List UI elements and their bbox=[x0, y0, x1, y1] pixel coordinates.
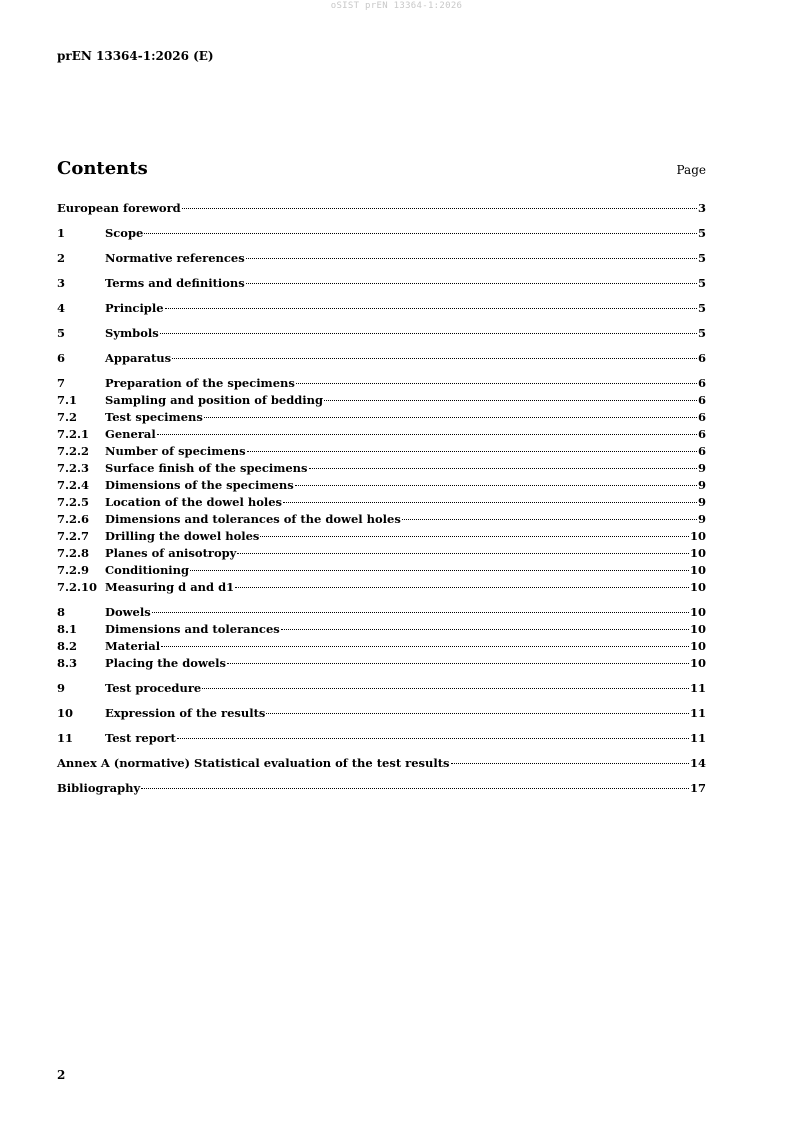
document-id: prEN 13364-1:2026 (E) bbox=[57, 49, 214, 63]
toc-entry-title: Dimensions and tolerances of the dowel holes bbox=[105, 512, 401, 526]
toc-entry[interactable] bbox=[57, 300, 706, 317]
toc-entry-number: 1 bbox=[57, 226, 66, 240]
toc-entry-number: 5 bbox=[57, 326, 66, 340]
toc-entry[interactable] bbox=[57, 275, 706, 292]
toc-entry-title: Dimensions of the specimens bbox=[105, 478, 294, 492]
toc-entry[interactable] bbox=[57, 545, 706, 562]
toc-leader-dots bbox=[295, 484, 697, 486]
toc-leader-dots bbox=[246, 282, 697, 284]
toc-entry-number: 2 bbox=[57, 251, 66, 265]
toc-entry[interactable] bbox=[57, 200, 706, 217]
toc-leader-dots bbox=[235, 586, 689, 588]
toc-entry-page: 9 bbox=[697, 461, 706, 475]
toc-entry-title: Test specimens bbox=[105, 410, 203, 424]
toc-entry-title: Test report bbox=[105, 731, 176, 745]
toc-leader-dots bbox=[182, 207, 697, 209]
toc-leader-dots bbox=[309, 467, 697, 469]
toc-entry-page: 5 bbox=[697, 326, 706, 340]
toc-entry-number: 7.2.2 bbox=[57, 444, 90, 458]
toc-entry-title: Number of specimens bbox=[105, 444, 246, 458]
toc-entry[interactable] bbox=[57, 579, 706, 596]
toc-entry-page: 6 bbox=[697, 427, 706, 441]
toc-entry-number: 7.2.3 bbox=[57, 461, 90, 475]
toc-leader-dots bbox=[172, 357, 697, 359]
watermark: oSIST prEN 13364-1:2026 bbox=[330, 1, 463, 11]
toc-entry-number: 8 bbox=[57, 605, 66, 619]
toc-entry-title: Preparation of the specimens bbox=[105, 376, 295, 390]
toc-entry-page: 10 bbox=[689, 529, 706, 543]
toc-entry-number: 9 bbox=[57, 681, 66, 695]
toc-entry[interactable] bbox=[57, 705, 706, 722]
toc-leader-dots bbox=[247, 450, 697, 452]
toc-entry-page: 11 bbox=[689, 706, 706, 720]
toc-entry-page: 6 bbox=[697, 376, 706, 390]
toc-leader-dots bbox=[160, 332, 697, 334]
toc-leader-dots bbox=[402, 518, 697, 520]
table-of-contents bbox=[57, 200, 706, 797]
toc-entry[interactable] bbox=[57, 562, 706, 579]
page-number: 2 bbox=[57, 1068, 66, 1082]
toc-entry-number: 7.2.8 bbox=[57, 546, 90, 560]
toc-entry-title: Normative references bbox=[105, 251, 245, 265]
toc-leader-dots bbox=[204, 416, 697, 418]
toc-entry-page: 6 bbox=[697, 393, 706, 407]
toc-entry-number: 7.2.10 bbox=[57, 580, 98, 594]
toc-leader-dots bbox=[144, 232, 697, 234]
toc-entry-number: 3 bbox=[57, 276, 66, 290]
toc-leader-dots bbox=[237, 552, 689, 554]
toc-entry-number: 8.3 bbox=[57, 656, 78, 670]
toc-entry[interactable] bbox=[57, 375, 706, 392]
toc-entry-page: 6 bbox=[697, 444, 706, 458]
toc-leader-dots bbox=[157, 433, 697, 435]
toc-leader-dots bbox=[190, 569, 689, 571]
toc-entry-title: Surface finish of the specimens bbox=[105, 461, 308, 475]
toc-entry[interactable] bbox=[57, 409, 706, 426]
toc-entry-page: 10 bbox=[689, 580, 706, 594]
toc-entry-title: Test procedure bbox=[105, 681, 202, 695]
toc-entry-title: Apparatus bbox=[105, 351, 172, 365]
contents-title: Contents bbox=[57, 158, 148, 179]
toc-entry[interactable] bbox=[57, 528, 706, 545]
toc-entry-number: 7.2.9 bbox=[57, 563, 90, 577]
toc-entry-page: 9 bbox=[697, 512, 706, 526]
toc-entry-page: 5 bbox=[697, 251, 706, 265]
toc-entry[interactable] bbox=[57, 638, 706, 655]
toc-leader-dots bbox=[324, 399, 697, 401]
toc-entry-title: Sampling and position of bedding bbox=[105, 393, 324, 407]
toc-entry-number: 4 bbox=[57, 301, 66, 315]
toc-entry[interactable] bbox=[57, 443, 706, 460]
toc-entry-number: 7.2.7 bbox=[57, 529, 90, 543]
toc-entry-annex[interactable] bbox=[57, 755, 706, 772]
toc-entry-title: Dowels bbox=[105, 605, 151, 619]
toc-entry-number: 7.1 bbox=[57, 393, 78, 407]
toc-entry-title: Annex A (normative) Statistical evaluation of the test results bbox=[57, 756, 450, 770]
toc-leader-dots bbox=[266, 712, 689, 714]
toc-entry-page: 11 bbox=[689, 681, 706, 695]
toc-entry[interactable] bbox=[57, 426, 706, 443]
toc-entry-page: 9 bbox=[697, 478, 706, 492]
toc-leader-dots bbox=[296, 382, 697, 384]
toc-entry-page: 10 bbox=[689, 605, 706, 619]
toc-leader-dots bbox=[283, 501, 697, 503]
toc-entry-title: Material bbox=[105, 639, 161, 653]
toc-entry-title: Bibliography bbox=[57, 781, 141, 795]
toc-entry-page: 5 bbox=[697, 276, 706, 290]
toc-leader-dots bbox=[141, 787, 689, 789]
toc-leader-dots bbox=[152, 611, 689, 613]
toc-entry-page: 17 bbox=[689, 781, 706, 795]
toc-entry[interactable] bbox=[57, 604, 706, 621]
toc-entry-number: 7.2.1 bbox=[57, 427, 90, 441]
toc-entry-number: 7 bbox=[57, 376, 66, 390]
toc-entry-page: 5 bbox=[697, 226, 706, 240]
toc-leader-dots bbox=[260, 535, 689, 537]
toc-entry-title: Terms and definitions bbox=[105, 276, 245, 290]
toc-leader-dots bbox=[451, 762, 689, 764]
toc-entry[interactable] bbox=[57, 350, 706, 367]
toc-entry-page: 14 bbox=[689, 756, 706, 770]
toc-entry-page: 6 bbox=[697, 351, 706, 365]
toc-entry-number: 7.2 bbox=[57, 410, 78, 424]
toc-entry-page: 10 bbox=[689, 546, 706, 560]
toc-entry[interactable] bbox=[57, 730, 706, 747]
page-column-label: Page bbox=[676, 163, 706, 177]
toc-entry-title: Conditioning bbox=[105, 563, 190, 577]
toc-entry-title: Location of the dowel holes bbox=[105, 495, 283, 509]
toc-leader-dots bbox=[165, 307, 697, 309]
toc-entry-title: Planes of anisotropy bbox=[105, 546, 237, 560]
toc-entry-title: Principle bbox=[105, 301, 164, 315]
toc-entry-page: 10 bbox=[689, 656, 706, 670]
toc-entry-page: 10 bbox=[689, 622, 706, 636]
toc-entry[interactable] bbox=[57, 477, 706, 494]
toc-entry[interactable] bbox=[57, 494, 706, 511]
toc-entry[interactable] bbox=[57, 250, 706, 267]
toc-entry-title: European foreword bbox=[57, 201, 181, 215]
toc-entry-number: 7.2.5 bbox=[57, 495, 90, 509]
toc-entry-number: 6 bbox=[57, 351, 66, 365]
toc-entry-page: 5 bbox=[697, 301, 706, 315]
toc-leader-dots bbox=[202, 687, 689, 689]
toc-entry-title: Scope bbox=[105, 226, 144, 240]
toc-entry[interactable] bbox=[57, 621, 706, 638]
toc-entry-number: 8.2 bbox=[57, 639, 78, 653]
toc-entry-title: Drilling the dowel holes bbox=[105, 529, 260, 543]
toc-entry-number: 7.2.6 bbox=[57, 512, 90, 526]
toc-leader-dots bbox=[161, 645, 689, 647]
toc-leader-dots bbox=[177, 737, 689, 739]
toc-entry-title: General bbox=[105, 427, 156, 441]
toc-entry-title: Expression of the results bbox=[105, 706, 266, 720]
toc-entry-page: 10 bbox=[689, 639, 706, 653]
toc-entry-page: 11 bbox=[689, 731, 706, 745]
toc-entry-page: 10 bbox=[689, 563, 706, 577]
toc-entry[interactable] bbox=[57, 680, 706, 697]
toc-entry-page: 3 bbox=[697, 201, 706, 215]
toc-entry-page: 6 bbox=[697, 410, 706, 424]
toc-entry-page: 9 bbox=[697, 495, 706, 509]
toc-leader-dots bbox=[246, 257, 697, 259]
toc-entry[interactable] bbox=[57, 225, 706, 242]
toc-entry-title: Measuring d and d1 bbox=[105, 580, 235, 594]
toc-leader-dots bbox=[227, 662, 689, 664]
toc-entry-number: 10 bbox=[57, 706, 74, 720]
toc-entry-title: Symbols bbox=[105, 326, 159, 340]
toc-entry-number: 11 bbox=[57, 731, 74, 745]
toc-entry-number: 7.2.4 bbox=[57, 478, 90, 492]
toc-entry-bibliography[interactable] bbox=[57, 780, 706, 797]
toc-entry-number: 8.1 bbox=[57, 622, 78, 636]
toc-entry[interactable] bbox=[57, 655, 706, 672]
toc-entry-title: Dimensions and tolerances bbox=[105, 622, 280, 636]
toc-entry[interactable] bbox=[57, 392, 706, 409]
toc-entry[interactable] bbox=[57, 511, 706, 528]
toc-leader-dots bbox=[281, 628, 689, 630]
toc-entry[interactable] bbox=[57, 325, 706, 342]
toc-entry-title: Placing the dowels bbox=[105, 656, 227, 670]
toc-entry[interactable] bbox=[57, 460, 706, 477]
